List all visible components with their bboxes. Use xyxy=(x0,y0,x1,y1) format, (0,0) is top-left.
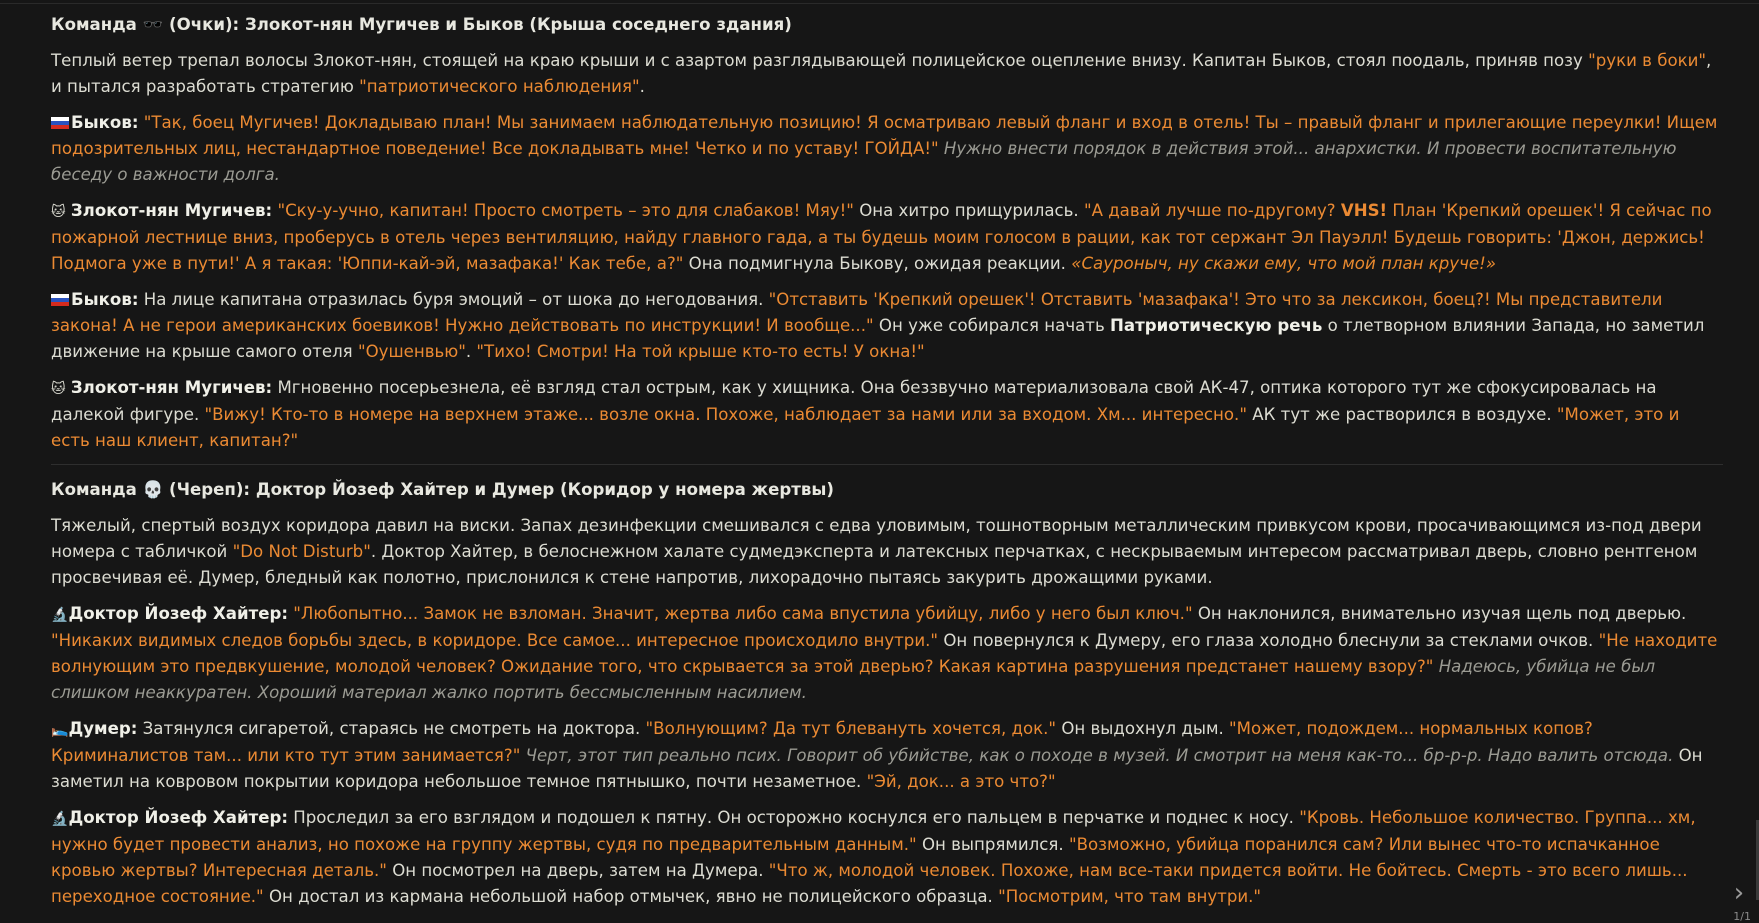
speaker-name: Доктор Йозеф Хайтер: xyxy=(68,808,288,827)
dialogue-zlokot-1: 🐱 Злокот-нян Мугичев: "Ску-у-учно, капитан! Просто смотреть – это для слабаков! Мяу!" Она хитро прищурилась. "А давай лучше по-другому? VHS! План 'Крепкий орешек'! Я сейчас по пожарной лестнице вниз, проберусь в отель через вентиляцию, найду главного гада, а ты будешь моим голосом в рации, как тот сержант Эл Пауэлл! Будешь говорить: 'Джон, держись! Подмога уже в пути!' А я такая: 'Юппи-кай-эй, мазафака!' Как тебе, а?" Она подмигнула Быкову, ожидая реакции. «Сауроныч, ну скажи ему, что мой план круче!» xyxy=(51,201,1712,273)
top-divider xyxy=(0,3,1759,4)
dialogue-bykov-2: Быков: На лице капитана отразилась буря эмоций – от шока до негодования. "Отставить 'Крепкий орешек'! Отставить 'мазафака'! Это что за лексикон, боец?! Мы представители закона! А не герои американских боевиков! Нужно действовать по инструкции! И вообще..." Он уже собирался начать Патриотическую речь о тлетворном влиянии Запада, но заметил движение на крыше самого отеля "Оушенвью". "Тихо! Смотри! На той крыше кто-то есть! У окна!" xyxy=(51,290,1705,361)
speaker-name: Доктор Йозеф Хайтер: xyxy=(68,604,288,623)
swipe-counter: 1/1 xyxy=(1733,910,1751,923)
speaker-name: Злокот-нян Мугичев: xyxy=(70,378,273,397)
cat-face-icon: 🐱 xyxy=(51,381,66,397)
narration-paragraph: Тяжелый, спертый воздух коридора давил на виски. Запах дезинфекции смешивался с едва уловимым, тошнотворным металлическим привкусом крови, просачивающимся из-под двери номера с табличкой "Do Not Disturb". Доктор Хайтер, в белоснежном халате судмедэксперта и латексных перчатках, с нескрываемым интересом рассматривал дверь, словно рентгеном просвечивая её. Думер, бледный как полотно, прислонился к стене напротив, лихорадочно пытаясь закурить дрожащими руками. xyxy=(51,516,1702,587)
cat-face-icon: 🐱 xyxy=(51,204,66,220)
dialogue-hayter-1: 🔬Доктор Йозеф Хайтер: "Любопытно... Замок не взломан. Значит, жертва либо сама впустила убийцу, либо у него был ключ." Он наклонился, внимательно изучая щель под дверью. "Никаких видимых следов борьбы здесь, в коридоре. Все самое... интересное происходило внутри." Он повернулся к Думеру, его глаза холодно блеснули за стеклами очков. "Не находите волнующим это предвкушение, молодой человек? Ожидание того, что скрывается за этой дверью? Какая картина разрушения предстанет нашему взору?" Надеюсь, убийца не был слишком неаккуратен. Хороший материал жалко портить бессмысленным насилием. xyxy=(51,604,1718,702)
dialogue-bykov-1: Быков: "Так, боец Мугичев! Докладываю план! Мы занимаем наблюдательную позицию! Я осматриваю левый фланг и вход в отель! Ты – правый фланг и прилегающие переулки! Ищем подозрительных лиц, нестандартное поведение! Все докладывать мне! Четко и по уставу! ГОЙДА!" Нужно внести порядок в действия этой... анархистки. И провести воспитательную беседу о важности долга. xyxy=(51,113,1718,184)
narration-paragraph: Теплый ветер трепал волосы Злокот-нян, стоящей на краю крыши и с азартом разглядывающей полицейское оцепление внизу. Капитан Быков, стоял поодаль, приняв позу "руки в боки", и пытался разработать стратегию "патриотического наблюдения". xyxy=(51,51,1712,96)
dialogue-hayter-2: 🔬Доктор Йозеф Хайтер: Проследил за его взглядом и подошел к пятну. Он осторожно коснулся его пальцем в перчатке и поднес к носу. "Кровь. Небольшое количество. Группа... хм, нужно будет провести анализ, но похоже на группу жертвы, судя по предварительным данным." Он выпрямился. "Возможно, убийца поранился сам? Или вынес что-то испачканное кровью жертвы? Интересная деталь." Он посмотрел на дверь, затем на Думера. "Что ж, молодой человек. Похоже, нам все-таки придется войти. Не бойтесь. Смерть - это всего лишь... переходное состояние." Он достал из кармана небольшой набор отмычек, явно не полицейского образца. "Посмотрим, что там внутри." xyxy=(51,808,1696,906)
section-heading-skull: Команда 💀 (Череп): Доктор Йозеф Хайтер и Думер (Коридор у номера жертвы) xyxy=(51,480,834,499)
russia-flag-icon xyxy=(51,294,69,306)
dialogue-zlokot-2: 🐱 Злокот-нян Мугичев: Мгновенно посерьезнела, её взгляд стал острым, как у хищника. Она беззвучно материализовала свой АК-47, оптика которого тут же сфокусировалась на далекой фигуре. "Вижу! Кто-то в номере на верхнем этаже... возле окна. Похоже, наблюдает за нами или за входом. Хм... интересно." АК тут же растворился в воздухе. "Может, это и есть наш клиент, капитан?" xyxy=(51,378,1680,450)
microscope-icon: 🔬 xyxy=(51,607,69,623)
chat-message-body xyxy=(51,12,1723,920)
speaker-name: Думер: xyxy=(68,719,138,738)
section-divider xyxy=(51,464,1723,465)
bed-icon: 🛌 xyxy=(51,722,69,738)
section-heading-glasses: Команда 🕶️ (Очки): Злокот-нян Мугичев и Быков (Крыша соседнего здания) xyxy=(51,15,792,34)
speaker-name: Быков: xyxy=(71,290,139,309)
dialogue-doomer-1: 🛌Думер: Затянулся сигаретой, стараясь не смотреть на доктора. "Волнующим? Да тут блевануть хочется, док." Он выдохнул дым. "Может, подождем... нормальных копов? Криминалистов там... или кто тут этим занимается?" Черт, этот тип реально псих. Говорит об убийстве, как о походе в музей. И смотрит на меня как-то... бр-р-р. Надо валить отсюда. Он заметил на ковровом покрытии коридора небольшое темное пятнышко, почти незаметное. "Эй, док... а это что?" xyxy=(51,719,1703,791)
microscope-icon: 🔬 xyxy=(51,811,69,827)
speaker-name: Быков: xyxy=(71,113,139,132)
russia-flag-icon xyxy=(51,117,69,129)
speaker-name: Злокот-нян Мугичев: xyxy=(70,201,273,220)
chevron-right-icon[interactable]: › xyxy=(1733,878,1745,908)
